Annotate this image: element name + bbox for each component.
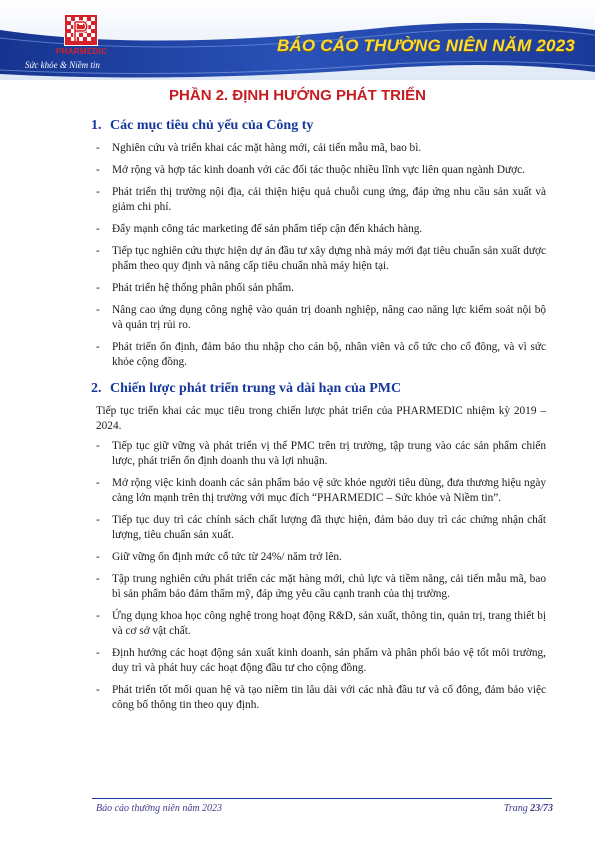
footer-divider bbox=[92, 798, 552, 799]
list-item: - Mở rộng việc kinh doanh các sản phẩm bảo vệ sức khỏe người tiêu dùng, đưa thương hiệu ngày càng lớn mạnh trên thị trường với mục đích “PHARMEDIC – Sức khỏe và Niềm tin”. bbox=[96, 476, 546, 506]
list-item: - Đẩy mạnh công tác marketing để sản phẩm tiếp cận đến khách hàng. bbox=[96, 222, 546, 237]
logo-mark-icon bbox=[64, 14, 98, 46]
brand-name: PHARMEDIC bbox=[56, 47, 108, 56]
section-1-title bbox=[91, 116, 546, 136]
list-item: - Giữ vững ổn định mức cổ tức từ 24%/ năm trở lên. bbox=[96, 550, 546, 565]
list-item: - Tập trung nghiên cứu phát triển các mặt hàng mới, chủ lực và tiềm năng, cải tiến mẫu mã, bao bì sản phẩm bảo đảm thẩm mỹ, đáp ứng yêu cầu cạnh tranh của thị trường. bbox=[96, 572, 546, 602]
list-item: - Tiếp tục duy trì các chính sách chất lượng đã thực hiện, đảm bảo duy trì các chứng nhận chất lượng, tiêu chuẩn sản xuất. bbox=[96, 513, 546, 543]
list-item: - Phát triển thị trường nội địa, cải thiện hiệu quả chuỗi cung ứng, đáp ứng nhu cầu sản xuất và giảm chi phí. bbox=[96, 185, 546, 215]
page-header bbox=[0, 0, 595, 80]
list-item: - Định hướng các hoạt động sản xuất kinh doanh, sản phẩm và phân phối bảo vệ tốt môi trường, duy trì và phát huy các hoạt động đầu tư cho cộng đồng. bbox=[96, 646, 546, 676]
footer-page-number bbox=[504, 803, 553, 814]
section-1-number: 1. bbox=[91, 118, 102, 133]
footer-page-value: 23/73 bbox=[530, 803, 553, 814]
list-item: - Ứng dụng khoa học công nghệ trong hoạt động R&D, sản xuất, thông tin, quản trị, trang thiết bị và cơ sở vật chất. bbox=[96, 609, 546, 639]
list-item: - Phát triển hệ thống phân phối sản phẩm. bbox=[96, 281, 546, 296]
report-title: BÁO CÁO THƯỜNG NIÊN NĂM 2023 bbox=[276, 36, 575, 55]
section-2-number: 2. bbox=[91, 381, 102, 396]
brand-slogan: Sức khỏe & Niềm tin bbox=[25, 60, 100, 70]
list-item: - Phát triển tốt mối quan hệ và tạo niềm tin lâu dài với các nhà đầu tư và cổ đông, đảm bảo việc công bố thông tin theo quy định. bbox=[96, 683, 546, 713]
section-1-list bbox=[96, 141, 546, 370]
footer-report-name: Báo cáo thường niên năm 2023 bbox=[96, 803, 223, 814]
section-2-heading: Chiến lược phát triển trung và dài hạn của PMC bbox=[110, 381, 402, 396]
section-1-heading: Các mục tiêu chủ yếu của Công ty bbox=[110, 118, 314, 133]
list-item: - Phát triển ổn định, đảm bảo thu nhập cho cán bộ, nhân viên và cổ tức cho cổ đông, và vì sức khỏe cộng đồng. bbox=[96, 340, 546, 370]
section-2-list bbox=[96, 439, 546, 713]
list-item: - Nghiên cứu và triển khai các mặt hàng mới, cải tiến mẫu mã, bao bì. bbox=[96, 141, 546, 156]
section-2-intro: Tiếp tục triển khai các mục tiêu trong chiến lược phát triển của PHARMEDIC nhiệm kỳ 2019 – 2024. bbox=[96, 405, 546, 432]
list-item: - Mở rộng và hợp tác kinh doanh với các đối tác thuộc nhiều lĩnh vực liên quan ngành Dược. bbox=[96, 163, 546, 178]
main-content bbox=[91, 116, 546, 720]
footer-page-prefix: Trang bbox=[503, 803, 531, 814]
list-item: - Tiếp tục nghiên cứu thực hiện dự án đầu tư xây dựng nhà máy mới đạt tiêu chuẩn sản xuất dược phẩm theo quy định và nâng cấp tiêu chuẩn nhà máy hiện tại. bbox=[96, 244, 546, 274]
section-2-title bbox=[91, 379, 546, 399]
pharmedic-logo bbox=[22, 14, 172, 76]
list-item: - Tiếp tục giữ vững và phát triển vị thế PMC trên trị trường, tập trung vào các sản phẩm chiến lược, phát triển ổn định doanh thu và lợi nhuận. bbox=[96, 439, 546, 469]
list-item: - Nâng cao ứng dụng công nghệ vào quản trị doanh nghiệp, nâng cao năng lực kiểm soát nội bộ và quản trị rủi ro. bbox=[96, 303, 546, 333]
part-title: PHẦN 2. ĐỊNH HƯỚNG PHÁT TRIỂN bbox=[169, 87, 426, 104]
